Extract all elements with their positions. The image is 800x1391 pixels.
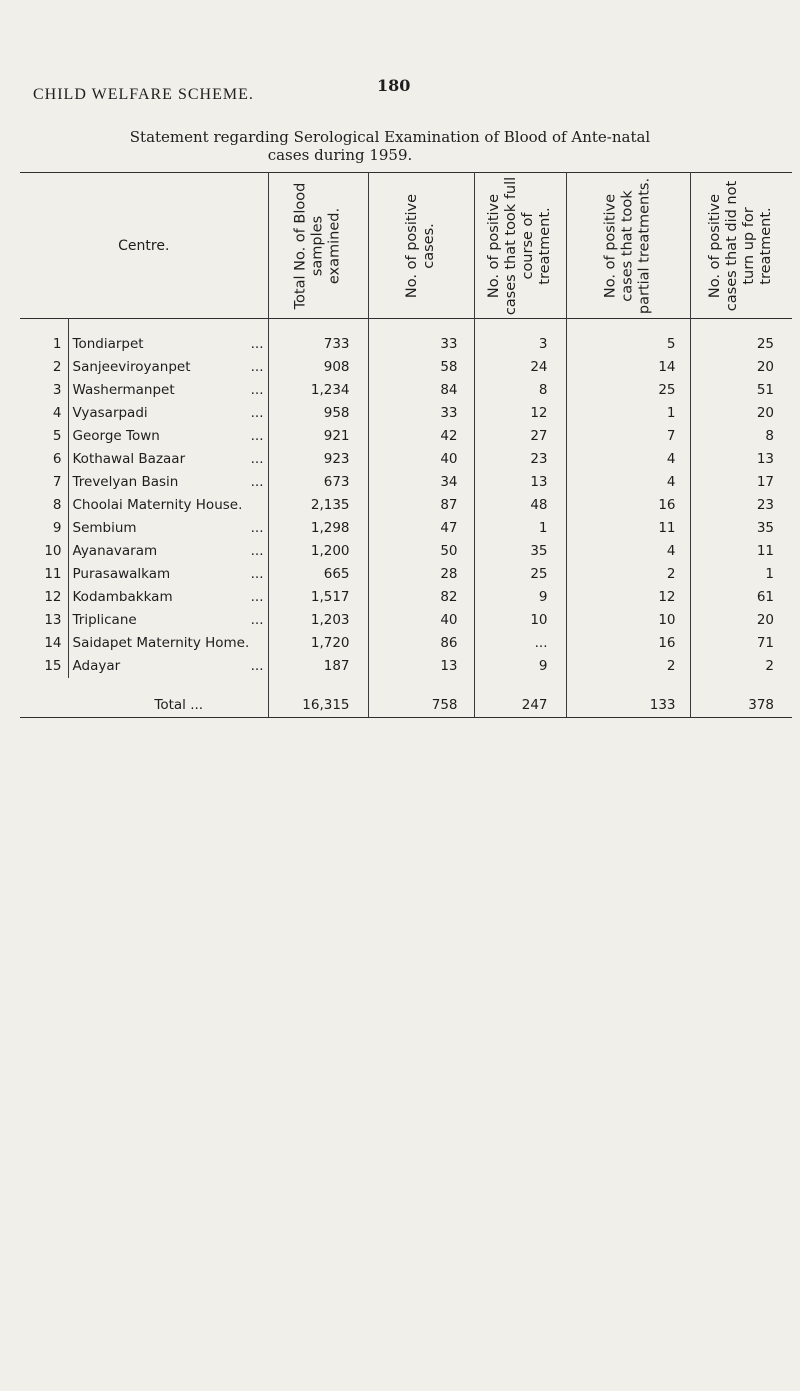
centre-cell xyxy=(68,379,268,402)
totals-partial-cell: 133 xyxy=(566,678,690,718)
column-header-partial-treatment xyxy=(566,173,690,319)
partial-treatment-cell: 12 xyxy=(566,586,690,609)
row-number: 15 xyxy=(44,658,62,674)
partial-treatment-cell: 7 xyxy=(566,425,690,448)
leader-dots: ... xyxy=(250,612,264,628)
centre-name: Washermanpet xyxy=(72,382,175,398)
row-number: 10 xyxy=(44,543,62,559)
centre-cell xyxy=(68,655,268,678)
table-row xyxy=(20,609,792,632)
serology-table xyxy=(20,172,792,718)
row-number: 14 xyxy=(44,635,62,651)
column-header-positive-cases xyxy=(368,173,474,319)
not-turned-up-cell: 20 xyxy=(690,609,792,632)
centre-cell xyxy=(68,563,268,586)
centre-cell xyxy=(68,517,268,540)
positive-cases-cell: 40 xyxy=(368,448,474,471)
total-samples-cell: 921 xyxy=(268,425,368,448)
column-header-positive-cases-text: No. of positive cases. xyxy=(404,193,438,298)
centre-name: Triplicane xyxy=(72,612,137,628)
table-row xyxy=(20,425,792,448)
total-samples-cell: 187 xyxy=(268,655,368,678)
row-number: 9 xyxy=(52,520,62,536)
full-course-cell: 23 xyxy=(474,448,566,471)
leader-dots: ... xyxy=(250,658,264,674)
full-course-cell: 9 xyxy=(474,586,566,609)
not-turned-up-cell: 2 xyxy=(690,655,792,678)
statement-title-line1: Statement regarding Serological Examination of Blood of Ante-natal xyxy=(129,128,651,146)
centre-cell xyxy=(68,471,268,494)
column-header-partial-treatment-text: No. of positive cases that took partial treatments. xyxy=(602,177,653,314)
total-samples-cell: 923 xyxy=(268,448,368,471)
partial-treatment-cell: 25 xyxy=(566,379,690,402)
column-header-not-turned-up-text: No. of positive cases that did not turn up for treatment. xyxy=(707,180,775,311)
total-samples-cell: 733 xyxy=(268,319,368,357)
table-row xyxy=(20,402,792,425)
partial-treatment-cell: 16 xyxy=(566,632,690,655)
not-turned-up-cell: 8 xyxy=(690,425,792,448)
totals-positive-cell: 758 xyxy=(368,678,474,718)
not-turned-up-cell: 20 xyxy=(690,402,792,425)
full-course-cell: 3 xyxy=(474,319,566,357)
table-row xyxy=(20,379,792,402)
not-turned-up-cell: 13 xyxy=(690,448,792,471)
not-turned-up-cell: 61 xyxy=(690,586,792,609)
positive-cases-cell: 33 xyxy=(368,402,474,425)
column-header-total-samples xyxy=(268,173,368,319)
header-row xyxy=(20,173,792,319)
statement-title-line2: cases during 1959. xyxy=(267,146,413,164)
positive-cases-cell: 82 xyxy=(368,586,474,609)
centre-name: Sanjeeviroyanpet xyxy=(72,359,191,375)
centre-cell xyxy=(68,356,268,379)
full-course-cell: 27 xyxy=(474,425,566,448)
centre-name: George Town xyxy=(72,428,160,444)
table-row xyxy=(20,471,792,494)
row-number: 13 xyxy=(44,612,62,628)
not-turned-up-cell: 51 xyxy=(690,379,792,402)
centre-name: Trevelyan Basin xyxy=(72,474,179,490)
table-row xyxy=(20,494,792,517)
partial-treatment-cell: 11 xyxy=(566,517,690,540)
total-samples-cell: 908 xyxy=(268,356,368,379)
centre-cell xyxy=(68,402,268,425)
not-turned-up-cell: 11 xyxy=(690,540,792,563)
partial-treatment-cell: 4 xyxy=(566,540,690,563)
table-row xyxy=(20,586,792,609)
column-header-not-turned-up xyxy=(690,173,792,319)
not-turned-up-cell: 23 xyxy=(690,494,792,517)
centre-name: Tondiarpet xyxy=(72,336,144,352)
totals-samples-cell: 16,315 xyxy=(268,678,368,718)
full-course-cell: 1 xyxy=(474,517,566,540)
positive-cases-cell: 40 xyxy=(368,609,474,632)
table-row xyxy=(20,448,792,471)
positive-cases-cell: 87 xyxy=(368,494,474,517)
table-row xyxy=(20,356,792,379)
centre-name: Ayanavaram xyxy=(72,543,158,559)
positive-cases-cell: 33 xyxy=(368,319,474,357)
leader-dots: ... xyxy=(250,543,264,559)
partial-treatment-cell: 14 xyxy=(566,356,690,379)
positive-cases-cell: 13 xyxy=(368,655,474,678)
centre-name: Adayar xyxy=(72,658,121,674)
centre-cell xyxy=(68,319,268,357)
centre-name: Vyasarpadi xyxy=(72,405,148,421)
leader-dots: ... xyxy=(250,520,264,536)
leader-dots: ... xyxy=(250,451,264,467)
centre-cell xyxy=(68,609,268,632)
centre-name: Purasawalkam xyxy=(72,566,171,582)
positive-cases-cell: 84 xyxy=(368,379,474,402)
positive-cases-cell: 34 xyxy=(368,471,474,494)
total-samples-cell: 1,517 xyxy=(268,586,368,609)
centre-cell xyxy=(68,494,268,517)
leader-dots: ... xyxy=(250,474,264,490)
centre-cell xyxy=(68,632,268,655)
total-samples-cell: 2,135 xyxy=(268,494,368,517)
table-row xyxy=(20,540,792,563)
not-turned-up-cell: 20 xyxy=(690,356,792,379)
row-number: 3 xyxy=(52,382,62,398)
scheme-title: CHILD WELFARE SCHEME. xyxy=(33,86,254,103)
centre-name: Choolai Maternity House. xyxy=(72,497,243,513)
leader-dots: ... xyxy=(250,359,264,375)
positive-cases-cell: 42 xyxy=(368,425,474,448)
full-course-cell: 12 xyxy=(474,402,566,425)
column-header-centre: Centre. xyxy=(118,237,170,254)
positive-cases-cell: 50 xyxy=(368,540,474,563)
not-turned-up-cell: 35 xyxy=(690,517,792,540)
total-samples-cell: 1,200 xyxy=(268,540,368,563)
row-number: 12 xyxy=(44,589,62,605)
table-row xyxy=(20,319,792,357)
centre-cell xyxy=(68,540,268,563)
centre-name: Kothawal Bazaar xyxy=(72,451,186,467)
not-turned-up-cell: 71 xyxy=(690,632,792,655)
total-samples-cell: 1,720 xyxy=(268,632,368,655)
partial-treatment-cell: 4 xyxy=(566,471,690,494)
centre-name: Kodambakkam xyxy=(72,589,173,605)
table-row xyxy=(20,655,792,678)
row-number: 5 xyxy=(52,428,62,444)
full-course-cell: 24 xyxy=(474,356,566,379)
page-number: 180 xyxy=(377,76,411,95)
total-samples-cell: 958 xyxy=(268,402,368,425)
total-samples-cell: 1,298 xyxy=(268,517,368,540)
partial-treatment-cell: 5 xyxy=(566,319,690,357)
column-header-total-samples-text: Total No. of Blood samples examined. xyxy=(292,182,343,309)
positive-cases-cell: 58 xyxy=(368,356,474,379)
full-course-cell: 13 xyxy=(474,471,566,494)
row-number: 1 xyxy=(52,336,62,352)
not-turned-up-cell: 25 xyxy=(690,319,792,357)
positive-cases-cell: 86 xyxy=(368,632,474,655)
leader-dots: ... xyxy=(250,428,264,444)
column-header-full-course-text: No. of positive cases that took full course of treatment. xyxy=(486,176,554,315)
centre-name: Sembium xyxy=(72,520,137,536)
row-number: 2 xyxy=(52,359,62,375)
totals-full-course-cell: 247 xyxy=(474,678,566,718)
not-turned-up-cell: 1 xyxy=(690,563,792,586)
leader-dots: ... xyxy=(250,566,264,582)
row-number: 6 xyxy=(52,451,62,467)
full-course-cell: 35 xyxy=(474,540,566,563)
partial-treatment-cell: 1 xyxy=(566,402,690,425)
partial-treatment-cell: 2 xyxy=(566,563,690,586)
partial-treatment-cell: 4 xyxy=(566,448,690,471)
table-row xyxy=(20,517,792,540)
full-course-cell: 10 xyxy=(474,609,566,632)
leader-dots: ... xyxy=(250,589,264,605)
centre-cell xyxy=(68,448,268,471)
centre-cell xyxy=(68,425,268,448)
row-number: 4 xyxy=(52,405,62,421)
full-course-cell: 8 xyxy=(474,379,566,402)
leader-dots: ... xyxy=(250,405,264,421)
row-number: 8 xyxy=(52,497,62,513)
centre-name: Saidapet Maternity Home. xyxy=(72,635,250,651)
centre-cell xyxy=(68,586,268,609)
column-header-full-course xyxy=(474,173,566,319)
table-row xyxy=(20,563,792,586)
partial-treatment-cell: 2 xyxy=(566,655,690,678)
totals-not-turned-up-cell: 378 xyxy=(690,678,792,718)
positive-cases-cell: 47 xyxy=(368,517,474,540)
total-samples-cell: 1,234 xyxy=(268,379,368,402)
partial-treatment-cell: 10 xyxy=(566,609,690,632)
total-samples-cell: 665 xyxy=(268,563,368,586)
full-course-cell: ... xyxy=(474,632,566,655)
full-course-cell: 48 xyxy=(474,494,566,517)
leader-dots: ... xyxy=(250,336,264,352)
row-number: 7 xyxy=(52,474,62,490)
positive-cases-cell: 28 xyxy=(368,563,474,586)
totals-label: Total ... xyxy=(20,678,268,718)
full-course-cell: 25 xyxy=(474,563,566,586)
partial-treatment-cell: 16 xyxy=(566,494,690,517)
leader-dots: ... xyxy=(250,382,264,398)
total-samples-cell: 1,203 xyxy=(268,609,368,632)
full-course-cell: 9 xyxy=(474,655,566,678)
total-samples-cell: 673 xyxy=(268,471,368,494)
not-turned-up-cell: 17 xyxy=(690,471,792,494)
row-number: 11 xyxy=(44,566,62,582)
totals-row xyxy=(20,678,792,718)
table-row xyxy=(20,632,792,655)
